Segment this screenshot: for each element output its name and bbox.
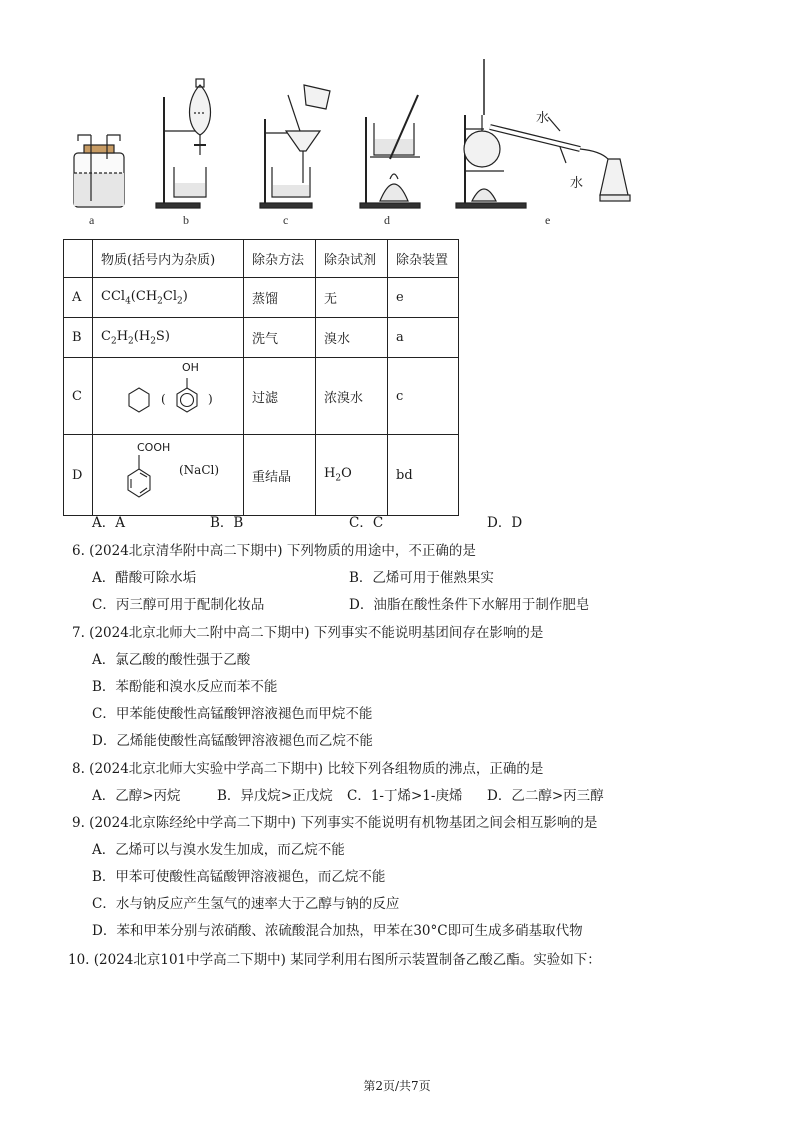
water-inlet-label: 水 <box>536 111 550 126</box>
q6-option-d: D．油脂在酸性条件下水解用于制作肥皂 <box>349 597 590 613</box>
table-row <box>64 358 459 435</box>
water-outlet-label: 水 <box>570 176 584 191</box>
header-device: 除杂装置 <box>388 240 459 278</box>
header-reagent: 除杂试剂 <box>316 240 388 278</box>
q6-option-b: B．乙烯可用于催熟果实 <box>349 570 494 586</box>
q7-option-d: D．乙烯能使酸性高锰酸钾溶液褪色而乙烷不能 <box>92 733 373 749</box>
q5-option-c: C．C <box>349 515 384 531</box>
row-method: 过滤 <box>244 358 316 435</box>
row-reagent: 浓溴水 <box>316 358 388 435</box>
benzene-ring-icon <box>129 388 149 412</box>
page-number: 第2页/共7页 <box>363 1079 431 1093</box>
q7-option-a: A．氯乙酸的酸性强于乙酸 <box>92 652 251 668</box>
q6-option-a: A．醋酸可除水垢 <box>92 570 197 586</box>
table-row <box>64 318 459 358</box>
impurity-removal-table <box>63 239 459 516</box>
row-label: D <box>64 435 93 516</box>
question-8: 8. (2024北京北师大实验中学高二下期中) 比较下列各组物质的沸点，正确的是 <box>72 761 544 777</box>
row-method: 重结晶 <box>244 435 316 516</box>
row-device: e <box>388 278 459 318</box>
apparatus-label-c: c <box>283 213 289 227</box>
apparatus-label-e: e <box>545 213 551 227</box>
row-label: C <box>64 358 93 435</box>
question-10: 10. (2024北京101中学高二下期中) 某同学利用右图所示装置制备乙酸乙酯。实验如下： <box>68 952 601 968</box>
q7-option-b: B．苯酚能和溴水反应而苯不能 <box>92 679 278 695</box>
separatory-funnel-b <box>156 79 211 208</box>
q6-option-c: C．丙三醇可用于配制化妆品 <box>92 597 265 613</box>
row-substance: $C_2H_2(H_2S)$ <box>93 318 244 358</box>
q8-option-c: C．1-丁烯>1-庚烯 <box>347 788 463 804</box>
q9-option-a: A．乙烯可以与溴水发生加成，而乙烷不能 <box>92 842 345 858</box>
q8-option-a: A．乙醇>丙烷 <box>92 788 181 804</box>
table-row <box>64 278 459 318</box>
question-9: 9. (2024北京陈经纶中学高二下期中) 下列事实不能说明有机物基团之间会相互影响的是 <box>72 815 598 831</box>
apparatus-label-d: d <box>384 213 390 227</box>
q9-option-c: C．水与钠反应产生氢气的速率大于乙醇与钠的反应 <box>92 896 400 912</box>
apparatus-figure <box>60 55 640 215</box>
table-header-row <box>64 240 459 278</box>
row-method: 洗气 <box>244 318 316 358</box>
q7-option-c: C．甲苯能使酸性高锰酸钾溶液褪色而甲烷不能 <box>92 706 373 722</box>
gas-washing-bottle-a <box>74 135 124 207</box>
row-method: 蒸馏 <box>244 278 316 318</box>
question-6: 6. (2024北京清华附中高二下期中) 下列物质的用途中，不正确的是 <box>72 543 476 559</box>
row-reagent: 无 <box>316 278 388 318</box>
distillation-setup-e <box>456 59 630 208</box>
impurity-nacl: (NaCl) <box>179 463 220 477</box>
row-label: A <box>64 278 93 318</box>
header-substance: 物质(括号内为杂质) <box>93 240 244 278</box>
row-substance: $CCl_4(CH_2Cl_2)$ <box>93 278 244 318</box>
row-device: a <box>388 318 459 358</box>
question-7: 7. (2024北京北师大二附中高二下期中) 下列事实不能说明基团间存在影响的是 <box>72 625 544 641</box>
oh-label: OH <box>182 361 199 374</box>
q5-option-a: A．A <box>92 515 125 531</box>
row-substance <box>93 358 244 435</box>
row-reagent: $H_2O$ <box>316 435 388 516</box>
apparatus-label-a: a <box>89 213 95 227</box>
apparatus-label-b: b <box>183 213 189 227</box>
row-substance <box>93 435 244 516</box>
row-label: B <box>64 318 93 358</box>
header-method: 除杂方法 <box>244 240 316 278</box>
table-row <box>64 435 459 516</box>
filtration-setup-c <box>260 85 330 208</box>
q9-option-b: B．甲苯可使酸性高锰酸钾溶液褪色，而乙烷不能 <box>92 869 386 885</box>
row-reagent: 溴水 <box>316 318 388 358</box>
q5-option-d: D．D <box>487 515 523 531</box>
paren-close: ) <box>208 392 213 406</box>
q8-option-b: B．异戊烷>正戊烷 <box>217 788 333 804</box>
q8-option-d: D．乙二醇>丙三醇 <box>487 788 604 804</box>
paren-open: ( <box>161 392 166 406</box>
cooh-label: COOH <box>137 441 171 454</box>
row-device: c <box>388 358 459 435</box>
evaporation-setup-d <box>360 95 420 208</box>
q5-option-b: B．B <box>210 515 244 531</box>
row-device: bd <box>388 435 459 516</box>
q9-option-d: D．苯和甲苯分别与浓硝酸、浓硫酸混合加热，甲苯在30°C即可生成多硝基取代物 <box>92 923 583 939</box>
